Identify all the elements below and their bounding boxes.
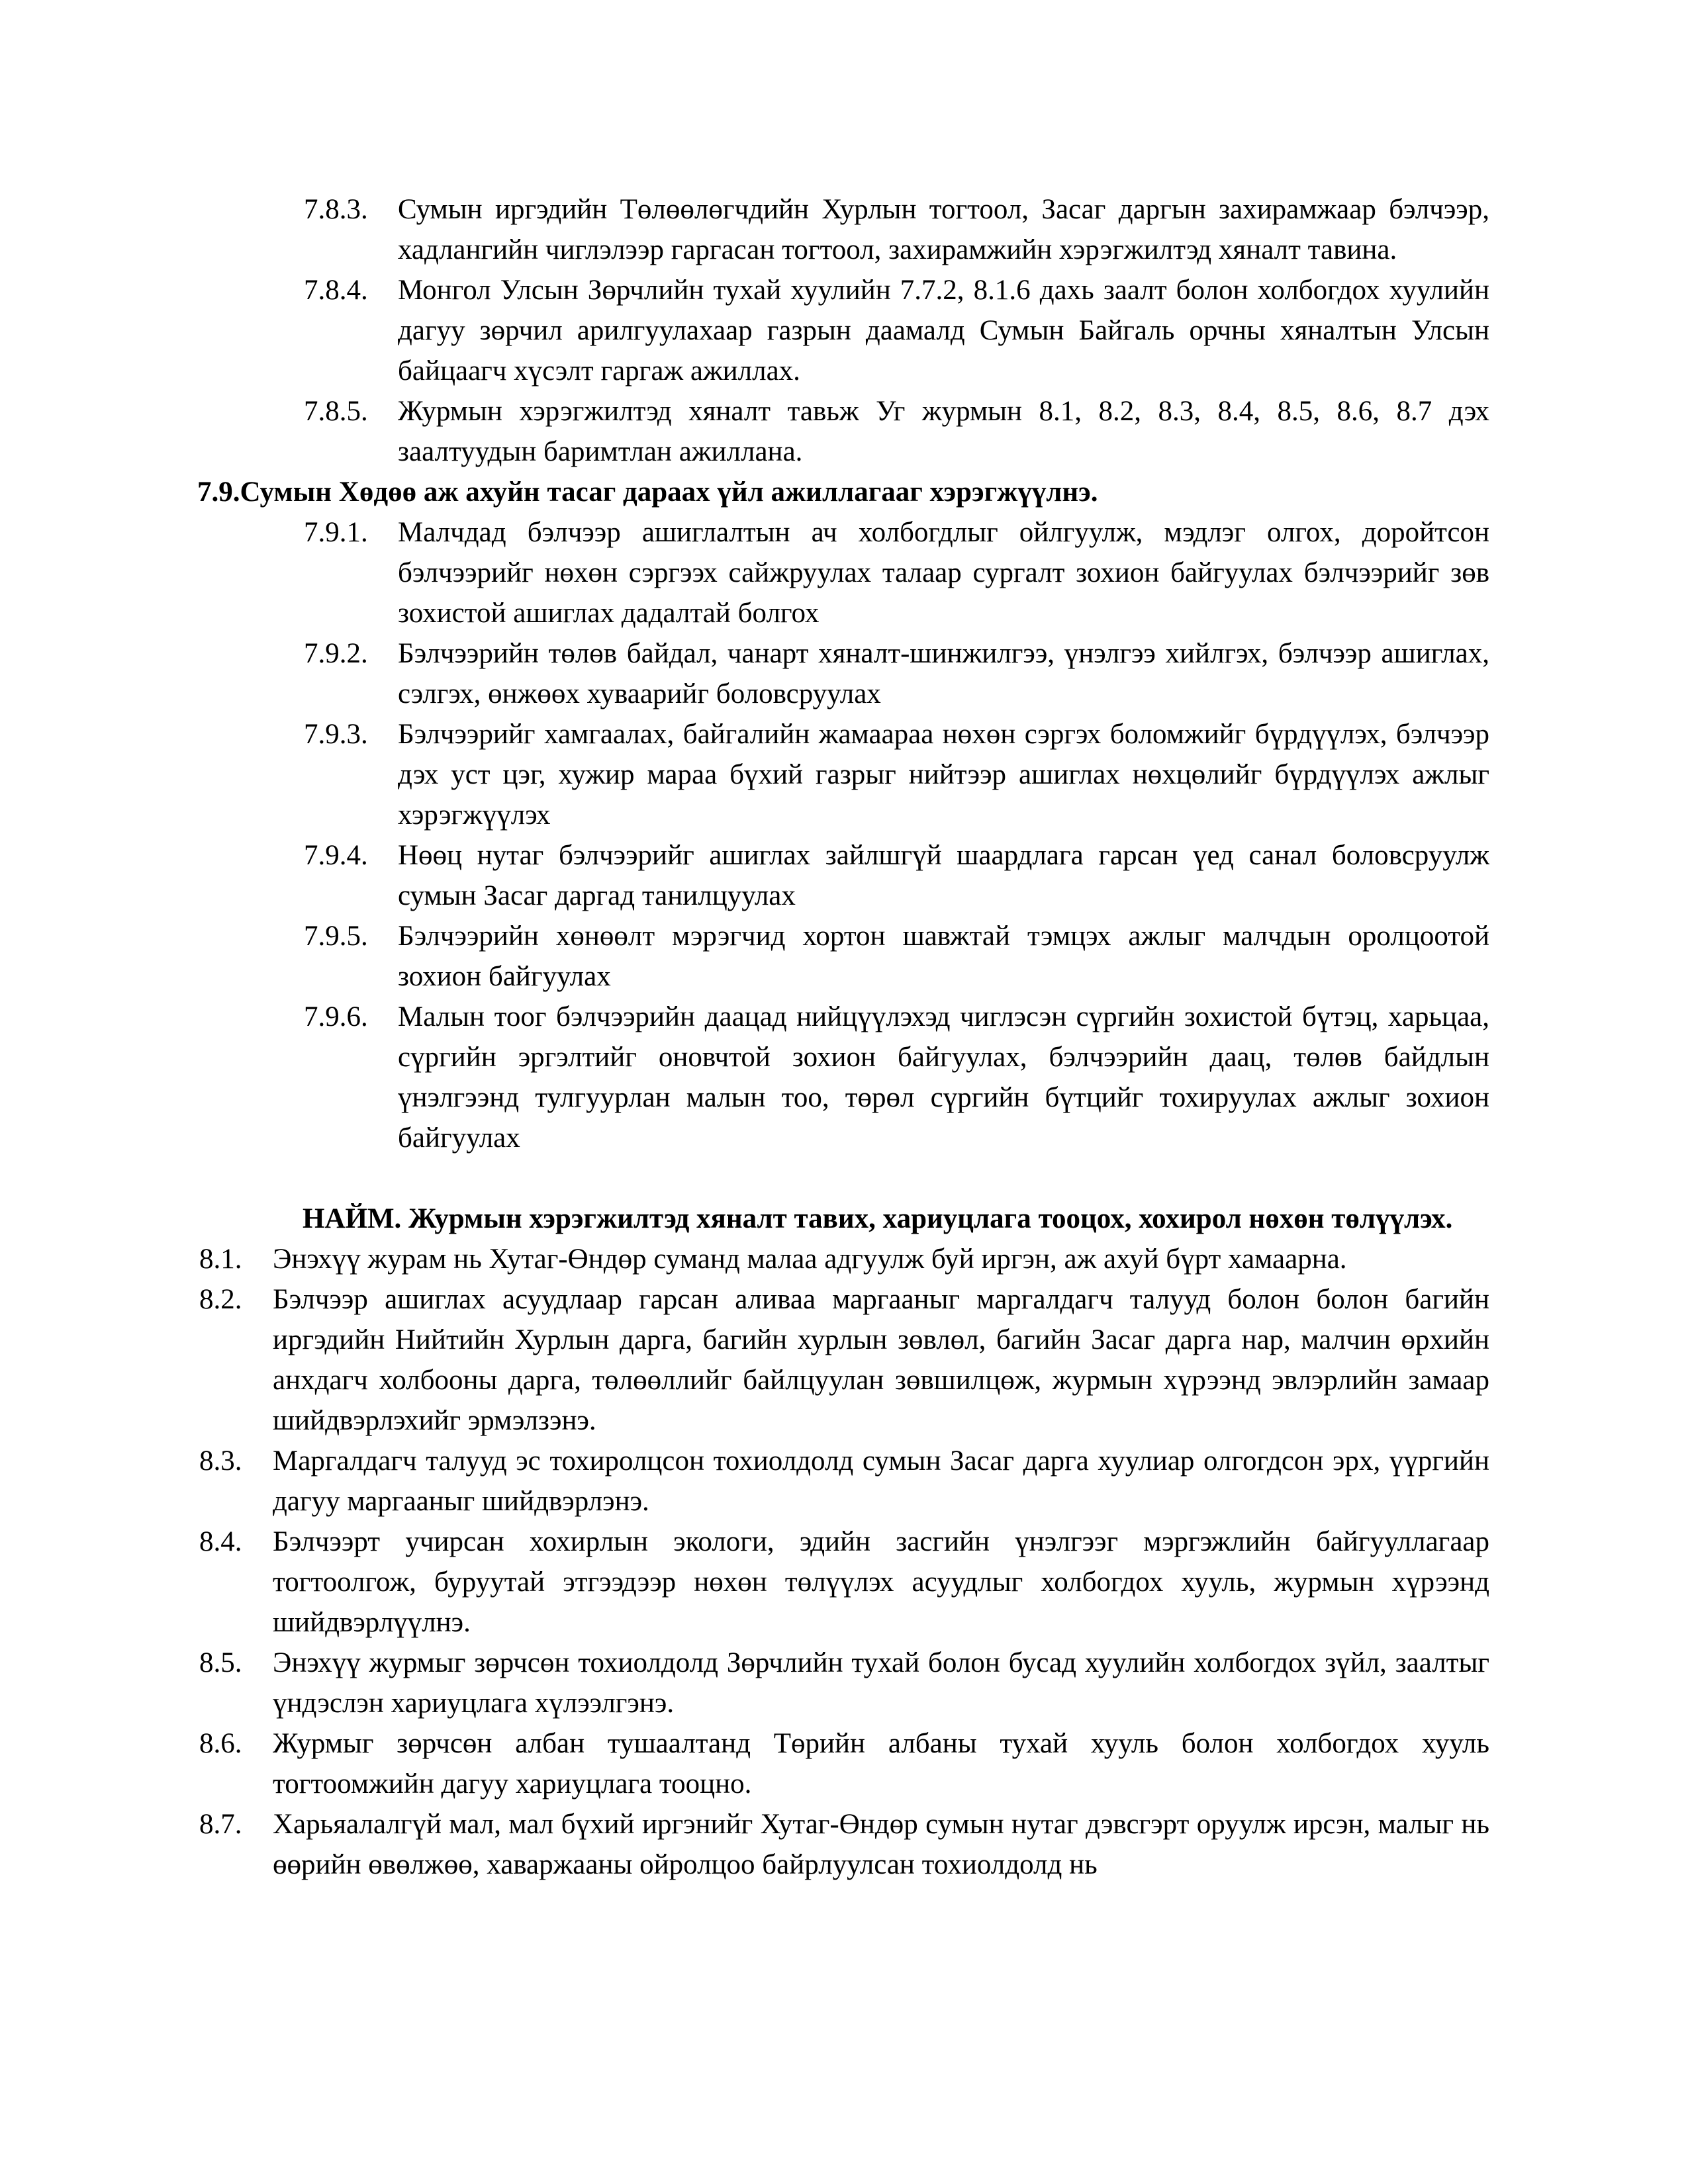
clause-text: Энэхүү журмыг зөрчсөн тохиолдолд Зөрчлийн тухай болон бусад хуулийн холбогдох зүйл, заалтыг үндэслэн хариуцлага хүлээлгэнэ. [273, 1647, 1489, 1719]
clause-7-9-2 [197, 633, 1489, 714]
clause-number: 8.3. [199, 1445, 242, 1477]
clause-number: 8.4. [199, 1526, 242, 1557]
clause-number: 7.9.6. [304, 1001, 368, 1032]
clause-text: Малчдад бэлчээр ашиглалтын ач холбогдлыг ойлгуулж, мэдлэг олгох, доройтсон бэлчээрийг нөхөн сэргээх сайжруулах талаар сургалт зохион байгуулах бэлчээрийг зөв зохистой ашиглах дадалтай болгох [398, 517, 1489, 629]
clause-text: Харьяалалгүй мал, мал бүхий иргэнийг Хутаг-Өндөр сумын нутаг дэвсгэрт оруулж ирсэн, малыг нь өөрийн өвөлжөө, хаваржааны ойролцоо байрлуулсан тохиолдолд нь [273, 1809, 1489, 1880]
clause-number: 7.9.4. [304, 840, 368, 871]
section-heading-7-9: 7.9.Сумын Хөдөө аж ахуйн тасаг дараах үйл ажиллагааг хэрэгжүүлнэ. [197, 477, 1098, 508]
clause-7-9-1 [197, 512, 1489, 633]
clause-number: 8.7. [199, 1809, 242, 1840]
clause-number: 7.8.4. [304, 275, 368, 306]
clause-8-4 [197, 1522, 1489, 1643]
clause-text: Сумын иргэдийн Төлөөлөгчдийн Хурлын тогтоол, Засаг даргын захирамжаар бэлчээр, хадлангийн чиглэлээр гаргасан тогтоол, захирамжийн хэрэгжилтэд хяналт тавина. [398, 194, 1489, 265]
clause-text: Малын тоог бэлчээрийн даацад нийцүүлэхэд чиглэсэн сүргийн зохистой бүтэц, харьцаа, сүргийн эргэлтийг оновчтой зохион байгуулах, бэлчээрийн даац, төлөв байдлын үнэлгээнд тулгуурлан малын тоо, төрөл сүргийн бүтцийг тохируулах ажлыг зохион байгуулах [398, 1001, 1489, 1154]
clause-number: 7.8.5. [304, 396, 368, 427]
clause-text: Бэлчээрийн төлөв байдал, чанарт хяналт-шинжилгээ, үнэлгээ хийлгэх, бэлчээр ашиглах, сэлгэх, өнжөөх хуваарийг боловсруулах [398, 638, 1489, 709]
clause-text: Нөөц нутаг бэлчээрийг ашиглах зайлшгүй шаардлага гарсан үед санал боловсруулж сумын Засаг даргад танилцуулах [398, 840, 1489, 911]
clause-number: 7.9.1. [304, 517, 368, 548]
clause-text: Журмын хэрэгжилтэд хяналт тавьж Уг журмын 8.1, 8.2, 8.3, 8.4, 8.5, 8.6, 8.7 дэх заалтуудын баримтлан ажиллана. [398, 396, 1489, 467]
clause-text: Журмыг зөрчсөн албан тушаалтанд Төрийн албаны тухай хууль болон холбогдох хууль тогтоомжийн дагуу хариуцлага тооцно. [273, 1728, 1489, 1799]
clause-8-6 [197, 1723, 1489, 1804]
clause-7-8-3 [197, 189, 1489, 270]
clause-8-7 [197, 1804, 1489, 1885]
clause-number: 8.2. [199, 1284, 242, 1315]
clause-8-5 [197, 1643, 1489, 1723]
clause-7-8-4 [197, 270, 1489, 391]
clause-7-9-3 [197, 714, 1489, 835]
clause-number: 8.5. [199, 1647, 242, 1678]
clause-number: 7.8.3. [304, 194, 368, 225]
clause-number: 7.9.5. [304, 921, 368, 952]
clause-text: Маргалдагч талууд эс тохиролцсон тохиолдолд сумын Засаг дарга хуулиар олгогдсон эрх, үүргийн дагуу маргааныг шийдвэрлэнэ. [273, 1445, 1489, 1517]
clause-text: Бэлчээрийг хамгаалах, байгалийн жамаараа нөхөн сэргэх боломжийг бүрдүүлэх, бэлчээр дэх уст цэг, хужир мараа бүхий газрыг нийтээр ашиглах нөхцөлийг бүрдүүлэх ажлыг хэрэгжүүлэх [398, 719, 1489, 831]
clause-text: Бэлчээрт учирсан хохирлын экологи, эдийн засгийн үнэлгээг мэргэжлийн байгууллагаар тогтоолгож, буруутай этгээдээр нөхөн төлүүлэх асуудлыг холбогдох хууль, журмын хүрээнд шийдвэрлүүлнэ. [273, 1526, 1489, 1638]
clause-number: 8.1. [199, 1244, 242, 1275]
clause-8-1 [197, 1239, 1489, 1279]
clause-text: Бэлчээрийн хөнөөлт мэрэгчид хортон шавжтай тэмцэх ажлыг малчдын оролцоотой зохион байгуулах [398, 921, 1489, 992]
clause-7-9-5 [197, 916, 1489, 997]
clause-number: 7.9.3. [304, 719, 368, 750]
chapter-heading-naim: НАЙМ. Журмын хэрэгжилтэд хяналт тавих, хариуцлага тооцох, хохирол нөхөн төлүүлэх. [303, 1203, 1453, 1234]
clause-7-9-4 [197, 835, 1489, 916]
clause-text: Энэхүү журам нь Хутаг-Өндөр суманд малаа адгуулж буй иргэн, аж ахуй бүрт хамаарна. [273, 1244, 1347, 1275]
clause-7-9-6 [197, 997, 1489, 1158]
clause-8-3 [197, 1441, 1489, 1522]
clause-number: 8.6. [199, 1728, 242, 1759]
clause-7-8-5 [197, 391, 1489, 472]
clause-number: 7.9.2. [304, 638, 368, 669]
clause-8-2 [197, 1279, 1489, 1441]
clause-text: Монгол Улсын Зөрчлийн тухай хуулийн 7.7.2, 8.1.6 дахь заалт болон холбогдох хуулийн дагуу зөрчил арилгуулахаар газрын даамалд Сумын Байгаль орчны хяналтын Улсын байцаагч хүсэлт гаргаж ажиллах. [398, 275, 1489, 387]
clause-text: Бэлчээр ашиглах асуудлаар гарсан аливаа маргааныг маргалдагч талууд болон болон багийн иргэдийн Нийтийн Хурлын дарга, багийн хурлын зөвлөл, багийн Засаг дарга нар, малчин өрхийн анхдагч холбооны дарга, төлөөллийг байлцуулан зөвшилцөж, журмын хүрээнд эвлэрлийн замаар шийдвэрлэхийг эрмэлзэнэ. [273, 1284, 1489, 1436]
